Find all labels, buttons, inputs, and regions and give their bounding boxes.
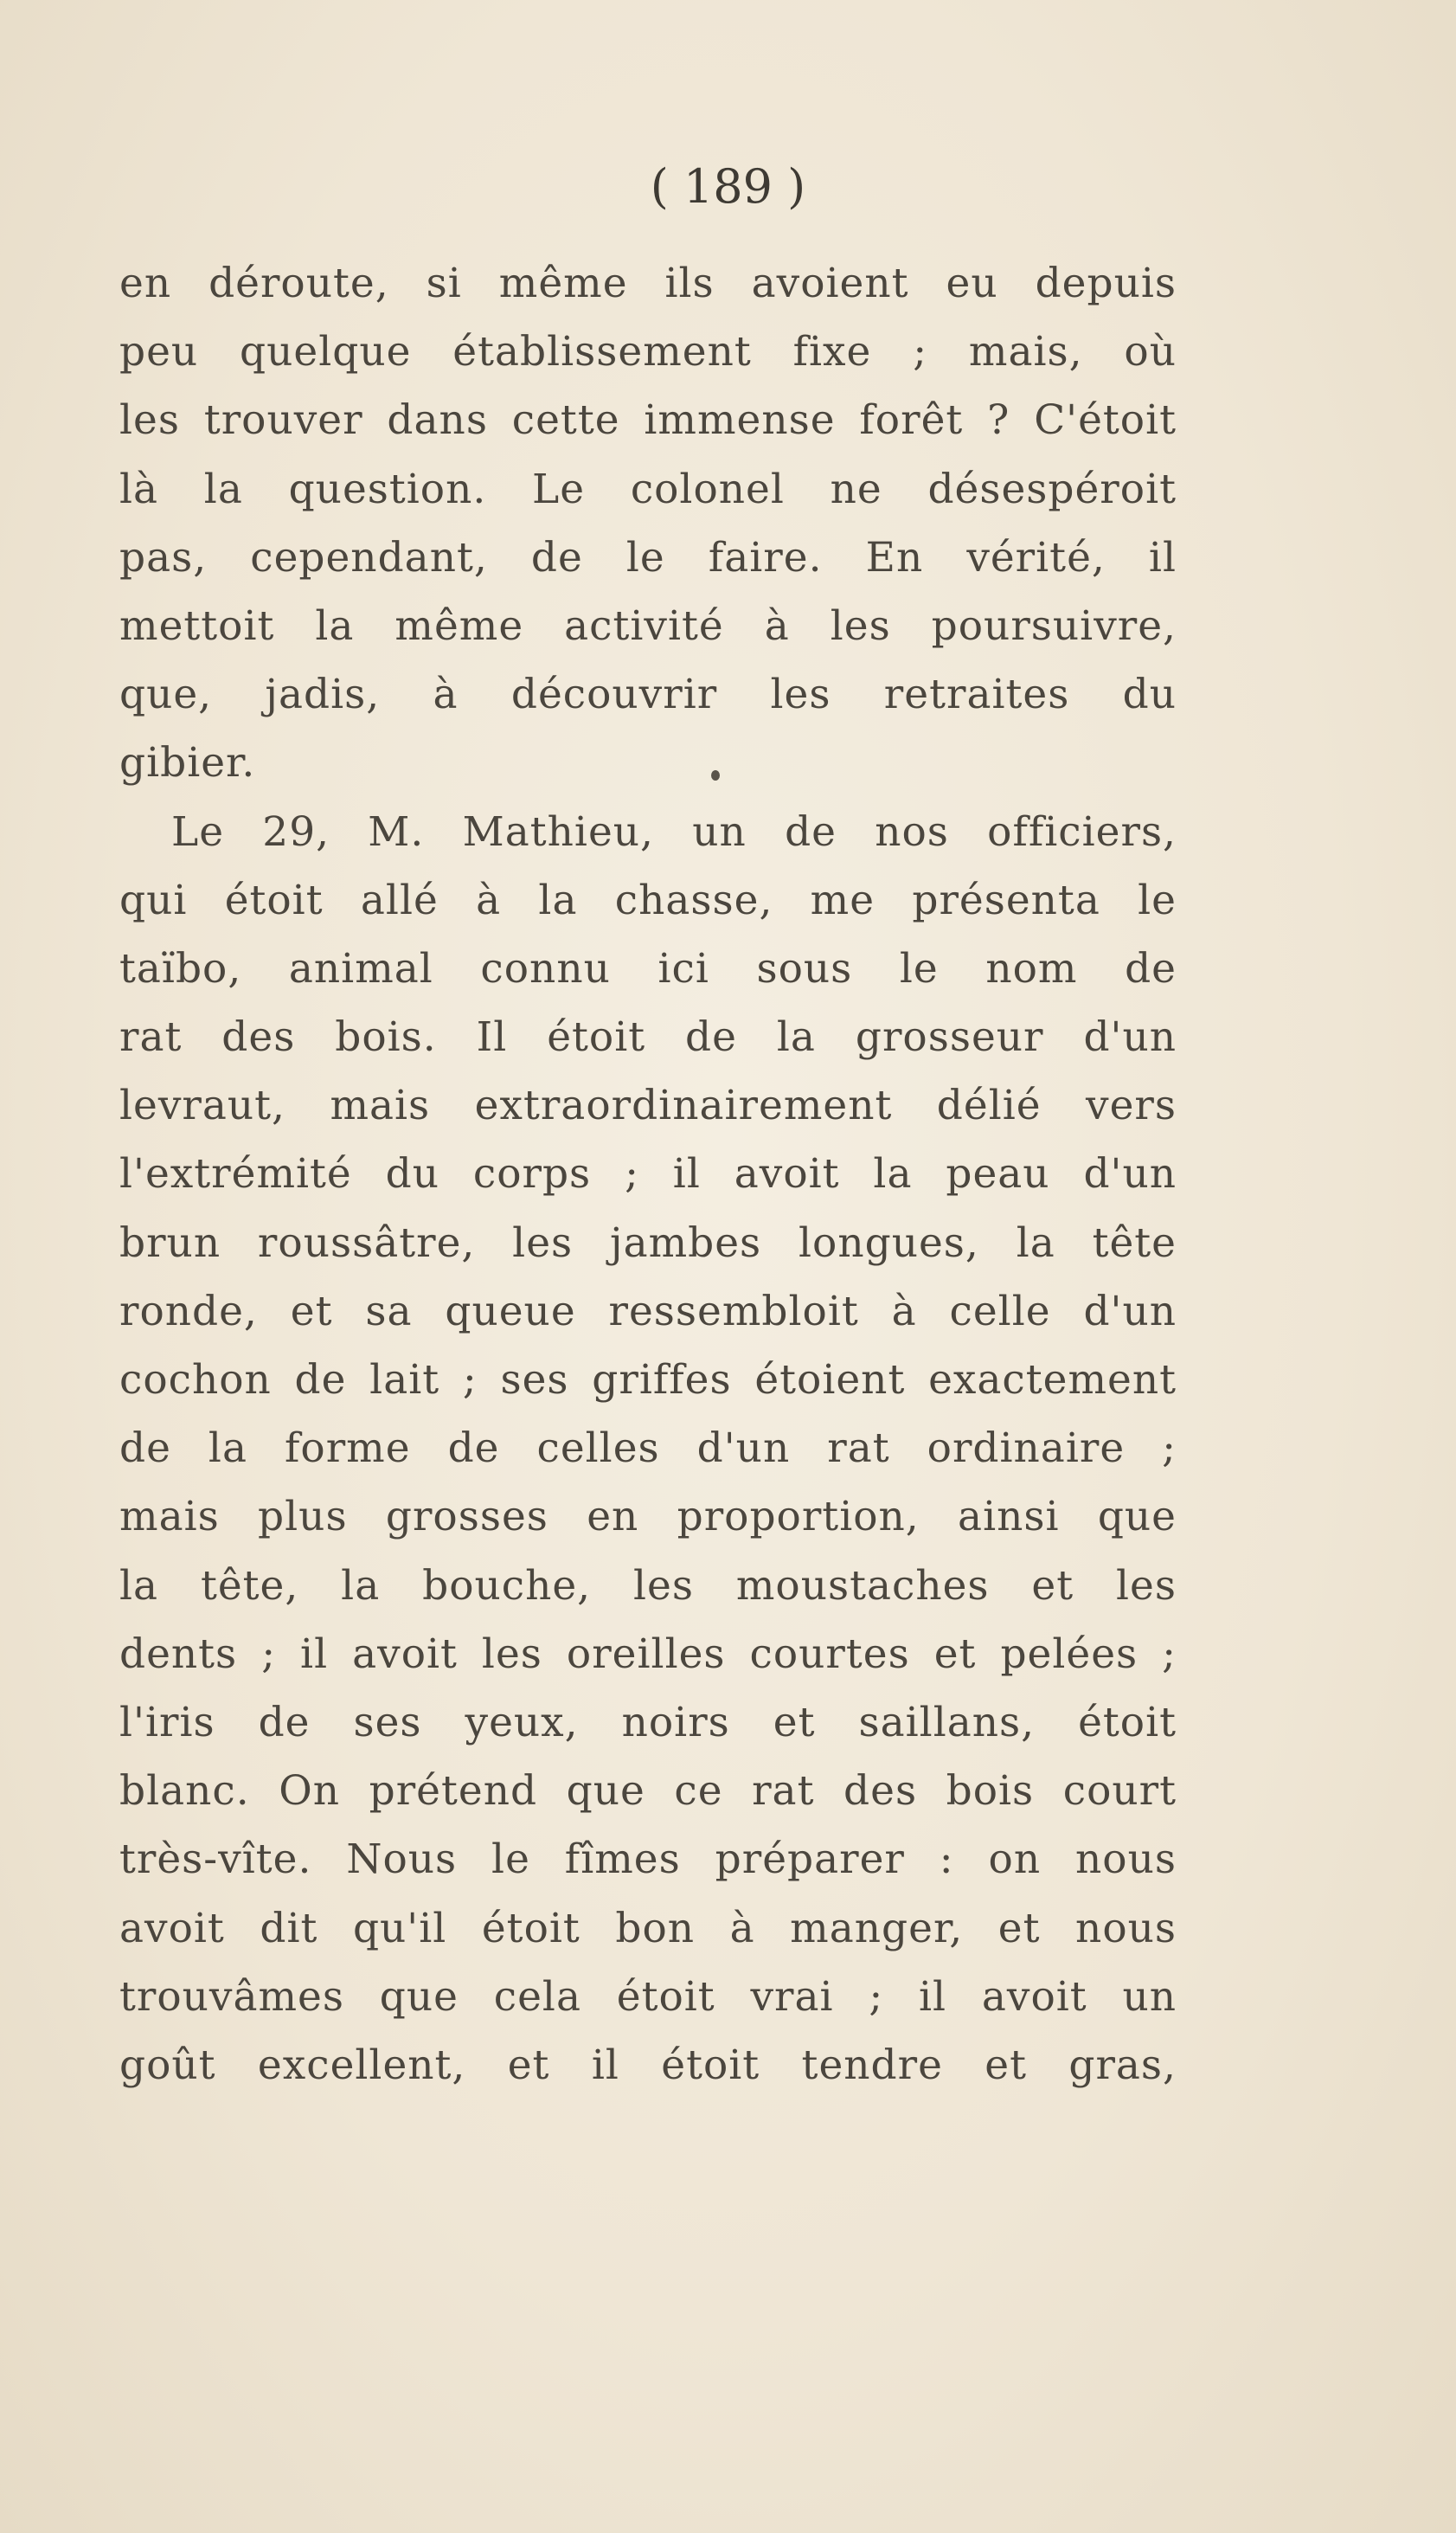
- text-line: cochon de lait ; ses griffes étoient exactement: [119, 1356, 1177, 1404]
- text-line: gibier.: [119, 739, 256, 788]
- text-line: mais plus grosses en proportion, ainsi que: [119, 1493, 1177, 1541]
- text-line: avoit dit qu'il étoit bon à manger, et nous: [119, 1904, 1177, 1952]
- text-line: Le 29, M. Mathieu, un de nos officiers,: [171, 807, 1177, 856]
- text-line: rat des bois. Il étoit de la grosseur d'un: [119, 1013, 1177, 1062]
- text-line: les trouver dans cette immense forêt ? C'étoit: [119, 396, 1177, 445]
- text-line: dents ; il avoit les oreilles courtes et pelées ;: [119, 1630, 1177, 1678]
- text-line: trouvâmes que cela étoit vrai ; il avoit un: [119, 1972, 1177, 2021]
- text-line: levraut, mais extraordinairement délié vers: [119, 1082, 1177, 1130]
- text-line: mettoit la même activité à les poursuivre,: [119, 601, 1177, 650]
- ink-speck: [711, 770, 720, 781]
- text-line: taïbo, animal connu ici sous le nom de: [119, 944, 1177, 993]
- text-line: très-vîte. Nous le fîmes préparer : on nous: [119, 1835, 1177, 1884]
- text-line: blanc. On prétend que ce rat des bois court: [119, 1767, 1177, 1816]
- text-line: là la question. Le colonel ne désespéroit: [119, 465, 1177, 513]
- page-number: ( 189 ): [650, 159, 806, 214]
- text-line: en déroute, si même ils avoient eu depuis: [119, 260, 1177, 307]
- text-line: la tête, la bouche, les moustaches et les: [119, 1561, 1177, 1610]
- text-line: l'extrémité du corps ; il avoit la peau d'un: [119, 1150, 1177, 1199]
- body-text: [119, 249, 1177, 2099]
- text-line: goût excellent, et il étoit tendre et gras,: [119, 2041, 1177, 2089]
- text-line: l'iris de ses yeux, noirs et saillans, étoit: [119, 1698, 1177, 1746]
- text-line: pas, cependant, de le faire. En vérité, il: [119, 533, 1177, 582]
- text-line: peu quelque établissement fixe ; mais, où: [119, 328, 1177, 376]
- text-line: qui étoit allé à la chasse, me présenta le: [119, 876, 1177, 924]
- text-line: que, jadis, à découvrir les retraites du: [119, 671, 1177, 719]
- text-line: de la forme de celles d'un rat ordinaire ;: [119, 1424, 1177, 1473]
- text-line: ronde, et sa queue ressembloit à celle d'un: [119, 1287, 1177, 1335]
- text-line: brun roussâtre, les jambes longues, la tête: [119, 1218, 1177, 1267]
